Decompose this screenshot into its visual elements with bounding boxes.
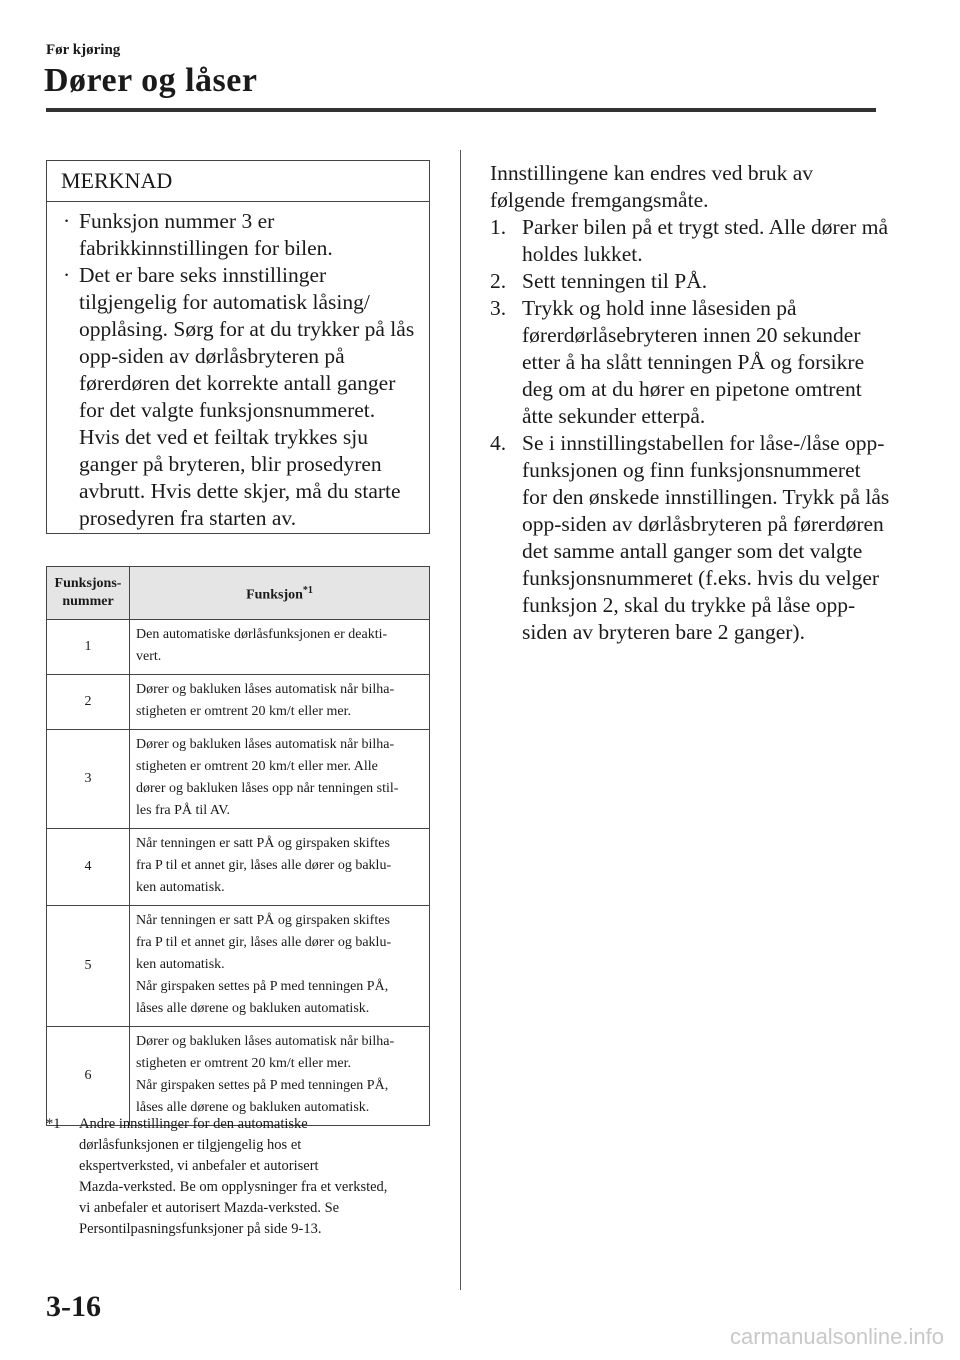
- procedure-step: [490, 214, 890, 268]
- note-box: [46, 160, 430, 534]
- desc-line: Den automatiske dørlåsfunksjonen er deakti-: [136, 627, 388, 642]
- footnote-line: Andre innstillinger for den automatiske: [79, 1116, 308, 1132]
- procedure-step: [490, 430, 890, 646]
- table-row: [47, 1027, 430, 1126]
- step-number: 3.: [490, 296, 507, 320]
- row-number: 3: [47, 730, 130, 829]
- header-function-number-line2: nummer: [62, 594, 114, 609]
- footnote-line: Mazda-verksted. Be om opplysninger fra et verksted,: [79, 1179, 388, 1195]
- bullet-icon: ·: [63, 209, 71, 233]
- desc-line: stigheten er omtrent 20 km/t eller mer. Alle: [136, 759, 378, 774]
- step-number: 4.: [490, 431, 507, 455]
- note-item: [61, 208, 421, 262]
- title-rule: [46, 108, 876, 112]
- desc-line: ken automatisk.: [136, 957, 225, 972]
- procedure-step: [490, 268, 890, 295]
- note-list: [47, 202, 429, 532]
- footnote-body: [79, 1114, 430, 1240]
- procedure-step: [490, 295, 890, 430]
- desc-line: Når girspaken settes på P med tenningen PÅ,: [136, 1078, 389, 1093]
- footnote: [46, 1114, 430, 1240]
- desc-line: fra P til et annet gir, låses alle dører og baklu-: [136, 858, 392, 873]
- desc-line: stigheten er omtrent 20 km/t eller mer.: [136, 1056, 351, 1071]
- procedure-intro: Innstillingene kan endres ved bruk av følgende fremgangsmåte.: [490, 161, 814, 212]
- footnote-line: Persontilpasningsfunksjoner på side 9-13.: [79, 1221, 322, 1237]
- header-function-label: Funksjon: [246, 587, 303, 603]
- desc-line: vert.: [136, 649, 162, 664]
- step-text: Se i innstillingstabellen for låse-/låse opp-funksjonen og finn funksjonsnummeret for den ønskede innstillingen. Trykk på lås opp-siden av dørlåsbryteren på førerdøren det samme antall ganger som det valgte funksjonsnummeret (f.eks. hvis du velger funksjon 2, skal du trykke på låse opp-siden av bryteren bare 2 ganger).: [522, 431, 890, 644]
- step-text: Parker bilen på et trygt sted. Alle dører må holdes lukket.: [522, 215, 888, 266]
- desc-line: Dører og bakluken låses automatisk når bilha-: [136, 682, 395, 697]
- desc-line: låses alle dørene og bakluken automatisk.: [136, 1001, 370, 1016]
- row-number: 6: [47, 1027, 130, 1126]
- desc-line: les fra PÅ til AV.: [136, 803, 230, 818]
- column-divider: [460, 150, 461, 1290]
- procedure-steps: [490, 214, 890, 646]
- footnote-ref: *1: [302, 584, 313, 596]
- note-item-text: Det er bare seks innstillinger tilgjengelig for automatisk låsing/ opplåsing. Sørg for at du trykker på lås opp-siden av dørlåsbryteren på førerdøren det korrekte antall ganger for det valgte funksjonsnummeret. Hvis det ved et feiltak trykkes sju ganger på bryteren, blir prosedyren avbrutt. Hvis dette skjer, må du starte prosedyren fra starten av.: [79, 263, 415, 530]
- page-number: 3-16: [46, 1290, 101, 1323]
- watermark: carmanualsonline.info: [729, 1324, 944, 1349]
- desc-line: Dører og bakluken låses automatisk når bilha-: [136, 1034, 395, 1049]
- desc-line: Dører og bakluken låses automatisk når bilha-: [136, 737, 395, 752]
- desc-line: Når tenningen er satt PÅ og girspaken skiftes: [136, 836, 390, 851]
- row-description: [130, 906, 430, 1027]
- row-description: [130, 829, 430, 906]
- table-header-row: [47, 567, 430, 620]
- desc-line: låses alle dørene og bakluken automatisk.: [136, 1100, 370, 1115]
- footnote-mark: *1: [46, 1116, 61, 1132]
- table-row: [47, 829, 430, 906]
- desc-line: stigheten er omtrent 20 km/t eller mer.: [136, 704, 351, 719]
- note-heading: MERKNAD: [47, 161, 429, 202]
- row-description: [130, 620, 430, 675]
- step-number: 2.: [490, 269, 507, 293]
- row-number: 2: [47, 675, 130, 730]
- step-number: 1.: [490, 215, 507, 239]
- row-description: [130, 675, 430, 730]
- table-row: [47, 906, 430, 1027]
- procedure-section: [490, 160, 890, 646]
- desc-line: Når tenningen er satt PÅ og girspaken skiftes: [136, 913, 390, 928]
- table-row: [47, 620, 430, 675]
- header-function-number-line1: Funksjons-: [54, 576, 122, 591]
- desc-line: fra P til et annet gir, låses alle dører og baklu-: [136, 935, 392, 950]
- step-text: Trykk og hold inne låsesiden på førerdørlåsebryteren innen 20 sekunder etter å ha slått tenningen PÅ og forsikre deg om at du hører en pipetone omtrent åtte sekunder etterpå.: [522, 296, 865, 428]
- row-description: [130, 1027, 430, 1126]
- row-number: 1: [47, 620, 130, 675]
- table-row: [47, 730, 430, 829]
- step-text: Sett tenningen til PÅ.: [522, 269, 708, 293]
- footnote-line: dørlåsfunksjonen er tilgjengelig hos et: [79, 1137, 302, 1153]
- section-label: Før kjøring: [46, 42, 121, 58]
- desc-line: Når girspaken settes på P med tenningen PÅ,: [136, 979, 389, 994]
- note-item: [61, 262, 421, 532]
- row-number: 4: [47, 829, 130, 906]
- page-title: Dører og låser: [44, 62, 258, 99]
- note-item-text: Funksjon nummer 3 er fabrikkinnstillingen for bilen.: [79, 209, 333, 260]
- function-table: [46, 566, 430, 1126]
- desc-line: ken automatisk.: [136, 880, 225, 895]
- header-function-number: [47, 567, 130, 620]
- desc-line: dører og bakluken låses opp når tenningen stil-: [136, 781, 399, 796]
- bullet-icon: ·: [63, 263, 71, 287]
- row-description: [130, 730, 430, 829]
- footnote-line: ekspertverksted, vi anbefaler et autorisert: [79, 1158, 319, 1174]
- row-number: 5: [47, 906, 130, 1027]
- table-row: [47, 675, 430, 730]
- footnote-line: vi anbefaler et autorisert Mazda-verksted. Se: [79, 1200, 340, 1216]
- header-function: [130, 567, 430, 620]
